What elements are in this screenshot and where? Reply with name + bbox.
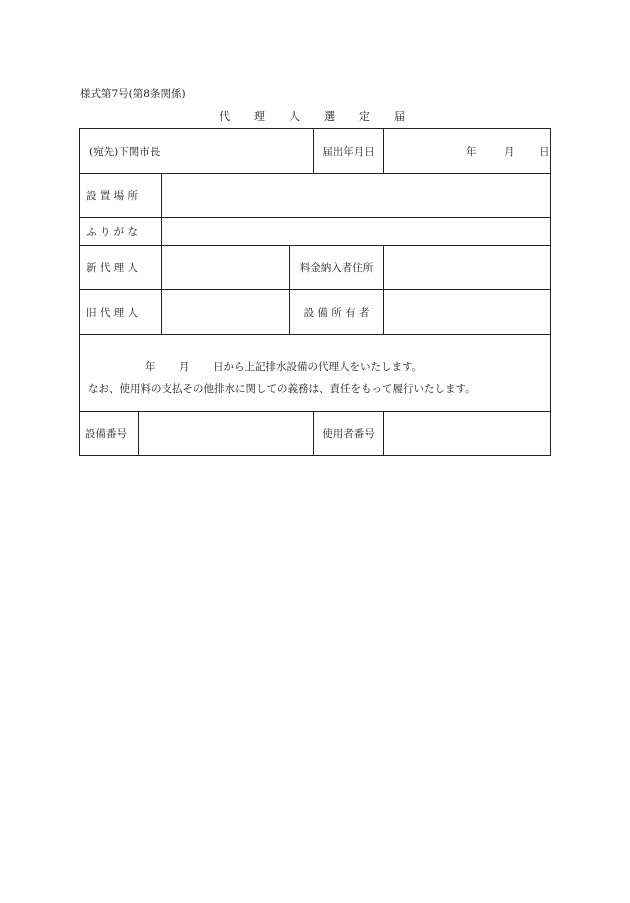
furigana-label: ふ り が な (86, 226, 139, 238)
title-char: 定 (359, 110, 370, 123)
user-number-field[interactable] (383, 412, 552, 455)
old-agent-label: 旧 代 理 人 (86, 306, 139, 319)
row-install-location (80, 174, 550, 218)
addressee-label: (宛先)下関市長 (89, 145, 161, 158)
submit-date-label-cell (313, 129, 383, 173)
form-table (79, 128, 551, 456)
furigana-field[interactable] (161, 218, 552, 245)
install-location-label-cell (80, 174, 161, 217)
row-numbers (80, 412, 550, 455)
user-number-label-cell (313, 412, 383, 455)
facility-owner-label: 設 備 所 有 者 (303, 306, 370, 319)
facility-number-label-cell (80, 412, 138, 455)
form-number-note: 様式第7号(第8条関係) (80, 88, 186, 100)
install-location-label: 設 置 場 所 (86, 190, 139, 202)
new-agent-field[interactable] (161, 246, 289, 289)
facility-owner-label-cell (289, 290, 383, 334)
date-month-label: 月 (504, 145, 515, 158)
row-furigana (80, 218, 550, 246)
notice-line2-text: なお、使用料の支払その他排水に関しての義務は、責任をもって履行いたします。 (88, 383, 476, 395)
submit-date-field[interactable] (383, 129, 552, 173)
date-year-label: 年 (466, 145, 477, 158)
title-char: 届 (394, 110, 405, 123)
notice-year: 年 (145, 361, 156, 373)
old-agent-field[interactable] (161, 290, 289, 334)
fee-payer-address-label-cell (289, 246, 383, 289)
date-day-label: 日 (539, 145, 550, 158)
install-location-field[interactable] (161, 174, 552, 217)
submit-date-label: 届出年月日 (322, 145, 375, 158)
row-notice (80, 335, 550, 412)
row-addressee (80, 129, 550, 174)
addressee-cell (80, 129, 313, 173)
facility-number-label: 設備番号 (85, 428, 127, 440)
furigana-label-cell (80, 218, 161, 245)
fee-payer-address-label: 料金納入者住所 (299, 262, 374, 274)
new-agent-label: 新 代 理 人 (86, 262, 139, 274)
title-char: 代 (219, 110, 230, 123)
notice-line1-text: 日から上記排水設備の代理人をいたします。 (213, 361, 423, 373)
notice-month: 月 (179, 361, 190, 373)
title-char: 人 (289, 110, 300, 123)
facility-owner-field[interactable] (383, 290, 552, 334)
row-new-agent (80, 246, 550, 290)
facility-number-field[interactable] (138, 412, 313, 455)
title-char: 選 (324, 110, 335, 123)
title-char: 理 (254, 110, 265, 123)
fee-payer-address-field[interactable] (383, 246, 552, 289)
old-agent-label-cell (80, 290, 161, 334)
row-old-agent (80, 290, 550, 335)
user-number-label: 使用者番号 (322, 428, 375, 440)
new-agent-label-cell (80, 246, 161, 289)
